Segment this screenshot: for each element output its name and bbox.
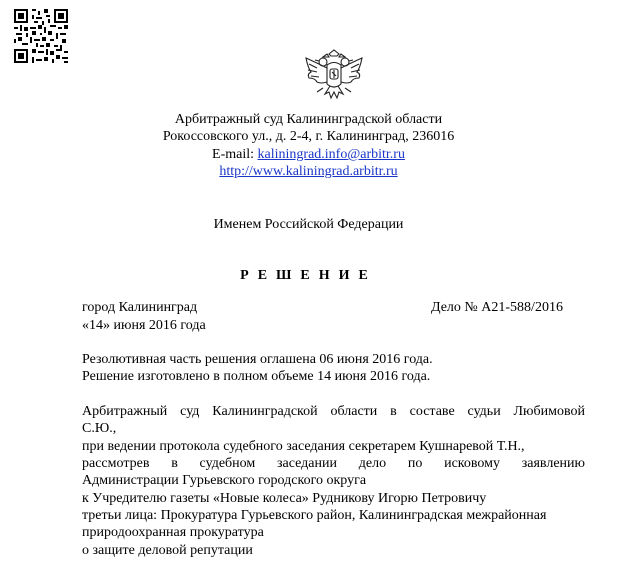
court-name: Арбитражный суд Калининградской области xyxy=(174,112,443,127)
body-line: природоохранная прокуратура xyxy=(82,525,264,540)
email-link[interactable]: kaliningrad.info@arbitr.ru xyxy=(257,147,405,162)
body-line: о защите деловой репутации xyxy=(82,543,253,558)
body-line: при ведении протокола судебного заседания секретарем Кушнаревой Т.Н., xyxy=(82,439,525,454)
city: город Калининград xyxy=(82,300,198,315)
body-line: Арбитражный суд Калининградской области в составе судьи Любимовой xyxy=(82,404,585,419)
body-line: рассмотрев в судебном заседании дело по исковому заявлению xyxy=(82,456,585,471)
body-line: Администрации Гурьевского городского округа xyxy=(82,473,367,488)
website-link[interactable]: http://www.kaliningrad.arbitr.ru xyxy=(219,164,398,179)
website-line xyxy=(0,164,617,180)
body-line: к Учредителю газеты «Новые колеса» Рудникову Игорю Петровичу xyxy=(82,491,487,506)
email-line xyxy=(0,147,617,163)
decision-date: «14» июня 2016 года xyxy=(82,318,206,333)
court-address: Рокоссовского ул., д. 2-4, г. Калининград, 236016 xyxy=(162,129,455,144)
email-label: E-mail: xyxy=(212,147,258,162)
document-title: РЕШЕНИЕ xyxy=(240,268,377,283)
note-line: Решение изготовлено в полном объеме 14 июня 2016 года. xyxy=(82,369,431,384)
case-number: Дело № А21-588/2016 xyxy=(431,300,563,315)
body-line: С.Ю., xyxy=(82,421,117,436)
body-line: третьи лица: Прокуратура Гурьевского район, Калининградская межрайонная xyxy=(82,508,547,523)
note-line: Резолютивная часть решения оглашена 06 июня 2016 года. xyxy=(82,352,433,367)
russian-coat-of-arms-icon xyxy=(303,48,365,104)
qr-code-icon xyxy=(14,9,68,63)
on-behalf-heading: Именем Российской Федерации xyxy=(213,217,404,232)
